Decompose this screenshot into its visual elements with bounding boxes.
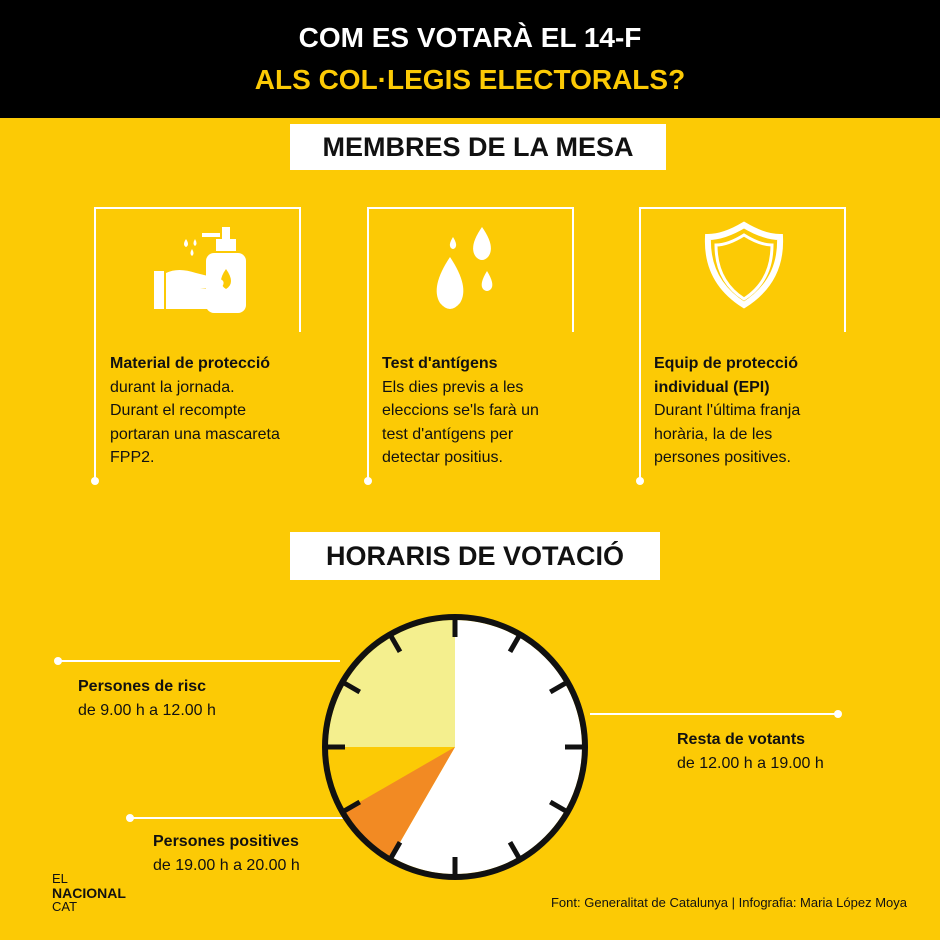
label-time: de 19.00 h a 20.00 h (153, 857, 300, 874)
label-time: de 9.00 h a 12.00 h (78, 702, 216, 719)
label-persones-de-risc (78, 675, 216, 723)
card-line: test d'antígens per (382, 425, 514, 443)
card-line: detectar positius. (382, 449, 503, 466)
logo-line: EL (52, 871, 68, 886)
card-line: Els dies previs a les (382, 378, 524, 396)
card-line: Durant l'última franja (654, 402, 801, 419)
label-time: de 12.00 h a 19.00 h (677, 755, 824, 772)
card-title: Material de protecció (110, 355, 271, 372)
card-line: durant la jornada. (110, 378, 235, 396)
leader-dot (54, 657, 62, 665)
logo-line: NACIONAL (52, 885, 126, 901)
leader-dot (126, 814, 134, 822)
label-persones-positives (153, 830, 300, 878)
label-resta-de-votants (677, 728, 824, 776)
card-line: FPP2. (110, 449, 155, 466)
logo-line: CAT (52, 899, 78, 914)
card-line: horària, la de les (654, 425, 773, 443)
credit: Font: Generalitat de Catalunya | Infografia: Maria López Moya (550, 895, 907, 910)
card-line: portaran una mascareta (110, 425, 280, 443)
header-title-line2: ALS COL·LEGIS ELECTORALS? (254, 64, 686, 95)
logo (52, 872, 126, 914)
label-title: Persones de risc (78, 678, 207, 695)
card-title: Test d'antígens (382, 355, 498, 372)
card-title: Equip de protecció (654, 355, 799, 372)
card-line: persones positives. (654, 449, 791, 466)
label-title: Resta de votants (677, 731, 806, 748)
leader-dot (834, 710, 842, 718)
card-line: eleccions se'ls farà un (382, 402, 539, 419)
section-title-members: MEMBRES DE LA MESA (290, 124, 666, 170)
card-line: Durant el recompte (110, 402, 247, 419)
card-title-line2: individual (EPI) (654, 378, 770, 396)
header-title-line1: COM ES VOTARÀ EL 14-F (298, 22, 642, 53)
section-title-schedule: HORARIS DE VOTACIÓ (290, 532, 660, 580)
label-title: Persones positives (153, 833, 299, 850)
